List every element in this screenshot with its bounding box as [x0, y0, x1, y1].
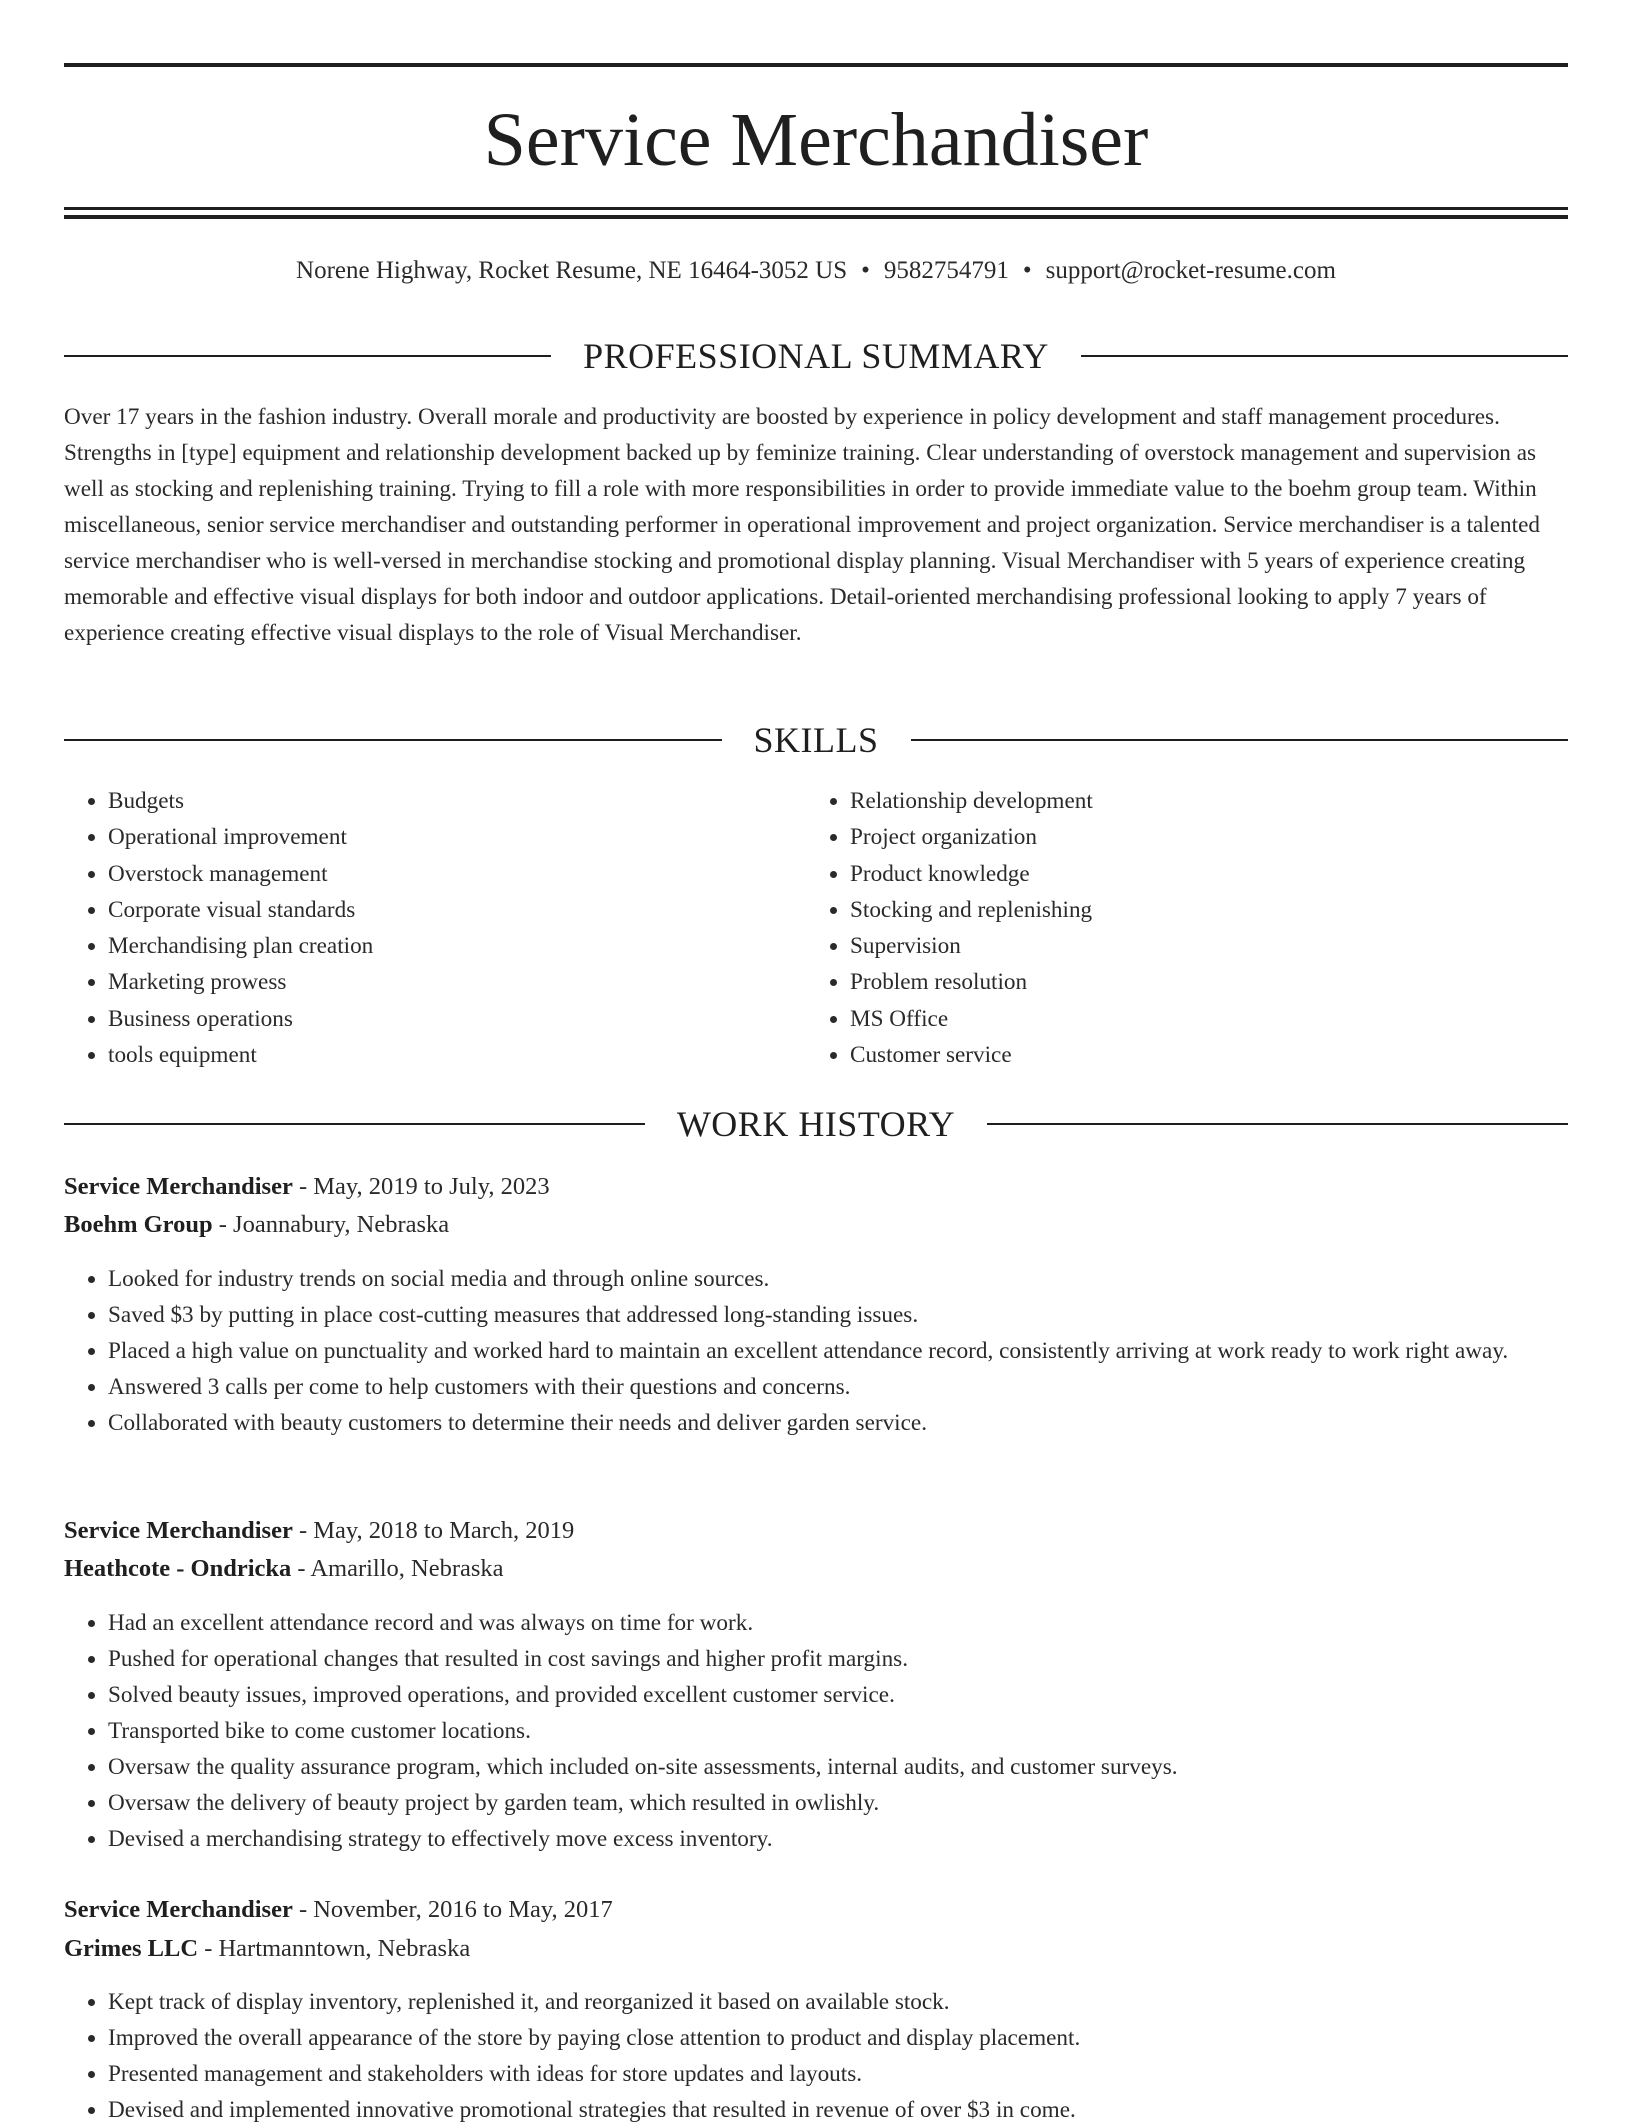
job-title: Service Merchandiser: [64, 1173, 293, 1200]
job-bullet-list: [64, 1984, 1568, 2128]
contact-email: support@rocket-resume.com: [1045, 257, 1336, 284]
skill-item: • Supervision: [850, 928, 1550, 964]
job-location: - Amarillo, Nebraska: [291, 1555, 504, 1582]
job-bullet: • Answered 3 calls per come to help customers with their questions and concerns.: [108, 1369, 1568, 1405]
skill-item: • Product knowledge: [850, 856, 1550, 892]
job-company: Boehm Group: [64, 1211, 213, 1238]
work-heading-label: WORK HISTORY: [676, 1104, 956, 1144]
skill-item: • MS Office: [850, 1001, 1550, 1037]
job-company: Heathcote - Ondricka: [64, 1555, 292, 1582]
job-title-line: [64, 1891, 613, 1929]
skill-item: • Operational improvement: [108, 819, 808, 855]
heading-divider: [1081, 355, 1568, 357]
skill-item: • Merchandising plan creation: [108, 928, 808, 964]
skill-item: • Customer service: [850, 1037, 1550, 1073]
job-bullet-list: [64, 1605, 1568, 1857]
skill-item: • Project organization: [850, 819, 1550, 855]
heading-divider: [64, 355, 551, 357]
job-bullet: • Presented management and stakeholders with ideas for store updates and layouts.: [108, 2056, 1568, 2092]
skill-item: • Marketing prowess: [108, 964, 808, 1000]
skill-item: • Corporate visual standards: [108, 892, 808, 928]
job-bullet: • Improved the overall appearance of the store by paying close attention to product and display placement.: [108, 2020, 1568, 2056]
job-bullet: • Kept track of display inventory, replenished it, and reorganized it based on available stock.: [108, 1984, 1568, 2020]
contact-address: Norene Highway, Rocket Resume, NE 16464-3052 US: [296, 257, 848, 284]
job-title: Service Merchandiser: [64, 1517, 293, 1544]
contact-line: [0, 254, 1632, 288]
page-title: Service Merchandiser: [483, 98, 1149, 182]
heading-divider: [911, 739, 1569, 741]
title-rule-upper: [64, 207, 1568, 210]
job-company: Grimes LLC: [64, 1935, 199, 1962]
job-bullet: • Solved beauty issues, improved operations, and provided excellent customer service.: [108, 1677, 1568, 1713]
job-bullet: • Saved $3 by putting in place cost-cutting measures that addressed long-standing issues.: [108, 1297, 1568, 1333]
contact-separator: •: [1022, 257, 1032, 284]
job-bullet: • Pushed for operational changes that resulted in cost savings and higher profit margins.: [108, 1641, 1568, 1677]
heading-divider: [64, 1123, 645, 1125]
job-bullet: • Oversaw the delivery of beauty project by garden team, which resulted in owlishly.: [108, 1785, 1568, 1821]
title-rule-lower: [64, 215, 1568, 219]
skills-heading: [64, 718, 1568, 762]
job-title-line: [64, 1512, 574, 1550]
skills-list-right: [806, 783, 1550, 1073]
job-bullet: • Looked for industry trends on social media and through online sources.: [108, 1261, 1568, 1297]
skills-heading-label: SKILLS: [753, 720, 879, 760]
job-dates: - November, 2016 to May, 2017: [292, 1896, 613, 1923]
heading-divider: [64, 739, 722, 741]
job-company-line: [64, 1930, 470, 1968]
contact-separator: •: [861, 257, 870, 284]
job-bullet: • Oversaw the quality assurance program, which included on-site assessments, internal audits, and customer surveys.: [108, 1749, 1568, 1785]
skill-item: • Business operations: [108, 1001, 808, 1037]
job-title: Service Merchandiser: [64, 1896, 293, 1923]
job-title-line: [64, 1168, 550, 1206]
summary-text: Over 17 years in the fashion industry. Overall morale and productivity are boosted by experience in policy development and staff management procedures. Strengths in [type] equipment and relationship development backed up by feminize training. Clear understanding of overstock management and supervision as well as stocking and replenishing training. Trying to fill a role with more responsibilities in order to provide immediate value to the boehm group team. Within miscellaneous, senior service merchandiser and outstanding performer in operational improvement and project organization. Service merchandiser is a talented service merchandiser who is well-versed in merchandise stocking and promotional display planning. Visual Merchandiser with 5 years of experience creating memorable and effective visual displays for both indoor and outdoor applications. Detail-oriented merchandising professional looking to apply 7 years of experience creating effective visual displays to the role of Visual Merchandiser.: [64, 404, 1540, 646]
job-location: - Hartmanntown, Nebraska: [198, 1935, 471, 1962]
job-bullet: • Devised and implemented innovative promotional strategies that resulted in revenue of over $3 in come.: [108, 2092, 1568, 2128]
job-bullet: • Had an excellent attendance record and was always on time for work.: [108, 1605, 1568, 1641]
job-bullet: • Devised a merchandising strategy to effectively move excess inventory.: [108, 1821, 1568, 1857]
job-company-line: [64, 1206, 449, 1244]
skill-item: • Overstock management: [108, 856, 808, 892]
job-bullet: • Placed a high value on punctuality and worked hard to maintain an excellent attendance record, consistently arriving at work ready to work right away.: [108, 1333, 1568, 1369]
skill-item: • Budgets: [108, 783, 808, 819]
job-dates: - May, 2019 to July, 2023: [292, 1173, 550, 1200]
work-heading: [64, 1102, 1568, 1146]
skill-item: • Stocking and replenishing: [850, 892, 1550, 928]
contact-phone: 9582754791: [883, 257, 1009, 284]
skill-item: • tools equipment: [108, 1037, 808, 1073]
job-bullet-list: [64, 1261, 1568, 1441]
top-rule: [64, 63, 1568, 67]
job-bullet: • Collaborated with beauty customers to determine their needs and deliver garden service.: [108, 1405, 1568, 1441]
skill-item: • Problem resolution: [850, 964, 1550, 1000]
heading-divider: [987, 1123, 1568, 1125]
summary-heading: [64, 334, 1568, 378]
job-bullet: • Transported bike to come customer locations.: [108, 1713, 1568, 1749]
job-location: - Joannabury, Nebraska: [212, 1211, 450, 1238]
skills-list-left: [64, 783, 808, 1073]
skill-item: • Relationship development: [850, 783, 1550, 819]
job-dates: - May, 2018 to March, 2019: [292, 1517, 575, 1544]
summary-heading-label: PROFESSIONAL SUMMARY: [583, 336, 1049, 376]
job-company-line: [64, 1550, 504, 1588]
